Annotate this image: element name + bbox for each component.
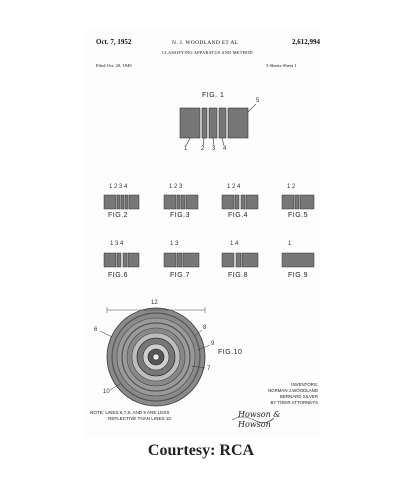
fig4-drawing — [222, 195, 258, 209]
fig3-marks: 1 2 3 — [169, 184, 183, 190]
fig10-mark-7: 7 — [207, 366, 211, 372]
fig6-drawing — [104, 253, 139, 267]
fig5-label: FIG.5 — [288, 212, 309, 219]
attorneys-line: BY THEIR ATTORNEYS — [270, 400, 318, 405]
fig10-label: FIG.10 — [218, 349, 243, 356]
fig8-drawing — [222, 253, 258, 267]
fig1-bar-4 — [219, 108, 226, 138]
fig7-label: FIG.7 — [170, 272, 191, 279]
fig3-label: FIG.3 — [170, 212, 191, 219]
fig4-marks: 1 2 4 — [227, 184, 241, 190]
fig9-marks: 1 — [288, 241, 292, 247]
inventors-label: INVENTORS: — [291, 382, 318, 387]
fig10-mark-9: 9 — [211, 341, 215, 347]
fig1-mark-2: 2 — [201, 146, 205, 152]
fig1-mark-3: 3 — [212, 146, 216, 152]
fig3-drawing — [164, 195, 198, 209]
fig7-drawing — [164, 253, 199, 267]
patent-number: 2,612,994 — [292, 38, 320, 46]
fig2-drawing — [104, 195, 139, 209]
patent-date: Oct. 7, 1952 — [96, 38, 132, 46]
fig8-marks: 1 4 — [230, 241, 239, 247]
inventor-name-1: NORMAN J.WOODLAND — [267, 388, 318, 393]
fig1-bar-1 — [180, 108, 200, 138]
fig9-label: FIG.9 — [288, 272, 309, 279]
fig9-drawing — [282, 253, 314, 267]
fig1-mark-4: 4 — [223, 146, 227, 152]
fig1-bar-3 — [209, 108, 217, 138]
fig1-mark-5: 5 — [256, 98, 260, 104]
fig10-mark-6: 6 — [94, 327, 98, 333]
fig8-label: FIG.8 — [228, 272, 249, 279]
fig10-mark-12: 12 — [151, 300, 158, 306]
fig1-bar-2 — [202, 108, 207, 138]
note-line-1: NOTE: LINES 6,7,8, AND 9 ARE LESS — [90, 410, 170, 415]
fig6-label: FIG.6 — [108, 272, 129, 279]
fig7-marks: 1 3 — [170, 241, 179, 247]
fig2-marks: 1 2 3 4 — [109, 184, 128, 190]
fig4-label: FIG.4 — [228, 212, 249, 219]
filed-date: Filed Oct. 20, 1949 — [96, 63, 132, 68]
fig10-mark-8: 8 — [203, 325, 207, 331]
fig10-drawing — [100, 307, 210, 406]
fig5-drawing — [282, 195, 314, 209]
fig1-mark-1: 1 — [184, 146, 188, 152]
attorney-signature: Howson & Howson — [238, 410, 281, 429]
fig6-marks: 1 3 4 — [110, 241, 124, 247]
fig1-drawing — [180, 104, 256, 146]
drawing-note — [90, 410, 172, 422]
fig10-mark-10: 10 — [103, 389, 110, 395]
fig2-label: FIG.2 — [108, 212, 129, 219]
patent-title: CLASSIFYING APPARATUS AND METHOD — [162, 50, 253, 55]
inventors-block — [268, 382, 318, 406]
fig1-bar-5 — [228, 108, 248, 138]
image-caption: Courtesy: RCA — [147, 442, 255, 459]
patent-inventors: N. J. WOODLAND ET AL — [172, 40, 239, 46]
note-line-2: REFLECTIVE THAN LINES 10. — [108, 416, 173, 421]
inventor-name-2: BERNARD SILVER — [280, 394, 318, 399]
fig5-marks: 1 2 — [287, 184, 296, 190]
fig1-label: FIG. 1 — [202, 92, 225, 99]
sheet-count: 3 Sheets-Sheet 1 — [266, 63, 297, 68]
